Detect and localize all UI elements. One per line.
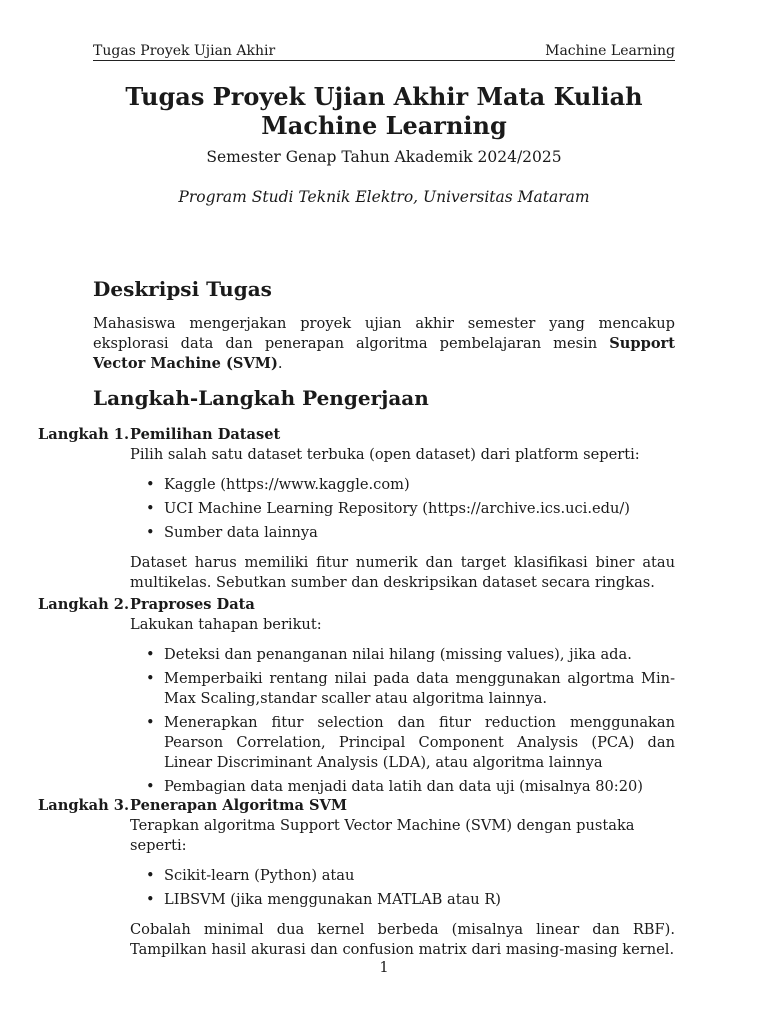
step-title: Pemilihan Dataset [130,426,281,443]
bullet-icon: • [146,670,155,687]
affiliation: Program Studi Teknik Elektro, Universitas Mataram [178,188,590,206]
step-note: Dataset harus memiliki fitur numerik dan target klasifikasi biner atau multikelas. Sebutkan sumber dan deskripsikan dataset secara ringkas. [130,554,675,591]
list-item [130,645,675,665]
list-item-text: Pembagian data menjadi data latih dan data uji (misalnya 80:20) [164,778,643,795]
list-item [130,499,675,519]
document-subtitle: Semester Genap Tahun Akademik 2024/2025 [206,148,562,166]
running-header-right: Machine Learning [545,43,675,59]
step-label: Langkah 2. [38,596,130,613]
bullet-icon: • [146,714,155,731]
list-item-text: Kaggle (https://www.kaggle.com) [164,476,410,493]
bullet-list [130,475,675,543]
list-item-text: Scikit-learn (Python) atau [164,867,355,884]
deskripsi-paragraph [93,314,675,374]
step-2 [38,595,675,797]
bullet-icon: • [146,646,155,663]
section-title-langkah: Langkah-Langkah Pengerjaan [93,386,429,410]
list-item-text: Memperbaiki rentang nilai pada data menggunakan algortma Min-Max Scaling,standar scaller atau algoritma lainnya. [164,670,675,707]
step-note: Cobalah minimal dua kernel berbeda (misalnya linear dan RBF). Tampilkan hasil akurasi dan confusion matrix dari masing-masing kernel. [130,921,675,958]
step-intro: Pilih salah satu dataset terbuka (open dataset) dari platform seperti: [130,446,640,463]
deskripsi-text-end: . [277,355,283,372]
list-item-text: Menerapkan fitur selection dan fitur reduction menggunakan Pearson Correlation, Principal Component Analysis (PCA) dan Linear Discriminant Analysis (LDA), atau algoritma lainnya [164,714,675,771]
list-item [130,777,675,797]
bullet-icon: • [146,524,155,541]
list-item [130,523,675,543]
bullet-list [130,645,675,797]
bullet-icon: • [146,476,155,493]
list-item [130,669,675,709]
step-intro: Lakukan tahapan berikut: [130,616,322,633]
document-title-line-2: Machine Learning [261,111,507,140]
bullet-icon: • [146,778,155,795]
bullet-icon: • [146,867,155,884]
step-label: Langkah 3. [38,797,130,814]
list-item [130,866,675,886]
list-item [130,713,675,773]
running-header-left: Tugas Proyek Ujian Akhir [93,43,276,59]
page-number: 1 [379,959,389,976]
list-item [130,890,675,910]
step-title: Penerapan Algoritma SVM [130,797,348,814]
deskripsi-bold-svm: Support Vector Machine (SVM) [93,335,675,372]
document-title [93,82,675,140]
step-1 [38,425,675,593]
deskripsi-text: Mahasiswa mengerjakan proyek ujian akhir semester yang mencakup eksplorasi data dan penerapan algoritma pembelajaran mesin [93,315,675,352]
document-title-line-1: Tugas Proyek Ujian Akhir Mata Kuliah [125,82,643,111]
list-item-text: Deteksi dan penanganan nilai hilang (missing values), jika ada. [164,646,632,663]
bullet-icon: • [146,891,155,908]
step-label: Langkah 1. [38,426,130,443]
running-header [93,40,675,60]
step-3 [38,796,675,960]
bullet-list [130,866,675,910]
list-item [130,475,675,495]
step-intro: Terapkan algoritma Support Vector Machine (SVM) dengan pustaka seperti: [130,817,635,854]
list-item-text: UCI Machine Learning Repository (https://archive.ics.uci.edu/) [164,500,630,517]
bullet-icon: • [146,500,155,517]
header-rule [93,60,675,61]
list-item-text: LIBSVM (jika menggunakan MATLAB atau R) [164,891,502,908]
section-title-deskripsi: Deskripsi Tugas [93,277,272,301]
step-title: Praproses Data [130,596,255,613]
list-item-text: Sumber data lainnya [164,524,318,541]
